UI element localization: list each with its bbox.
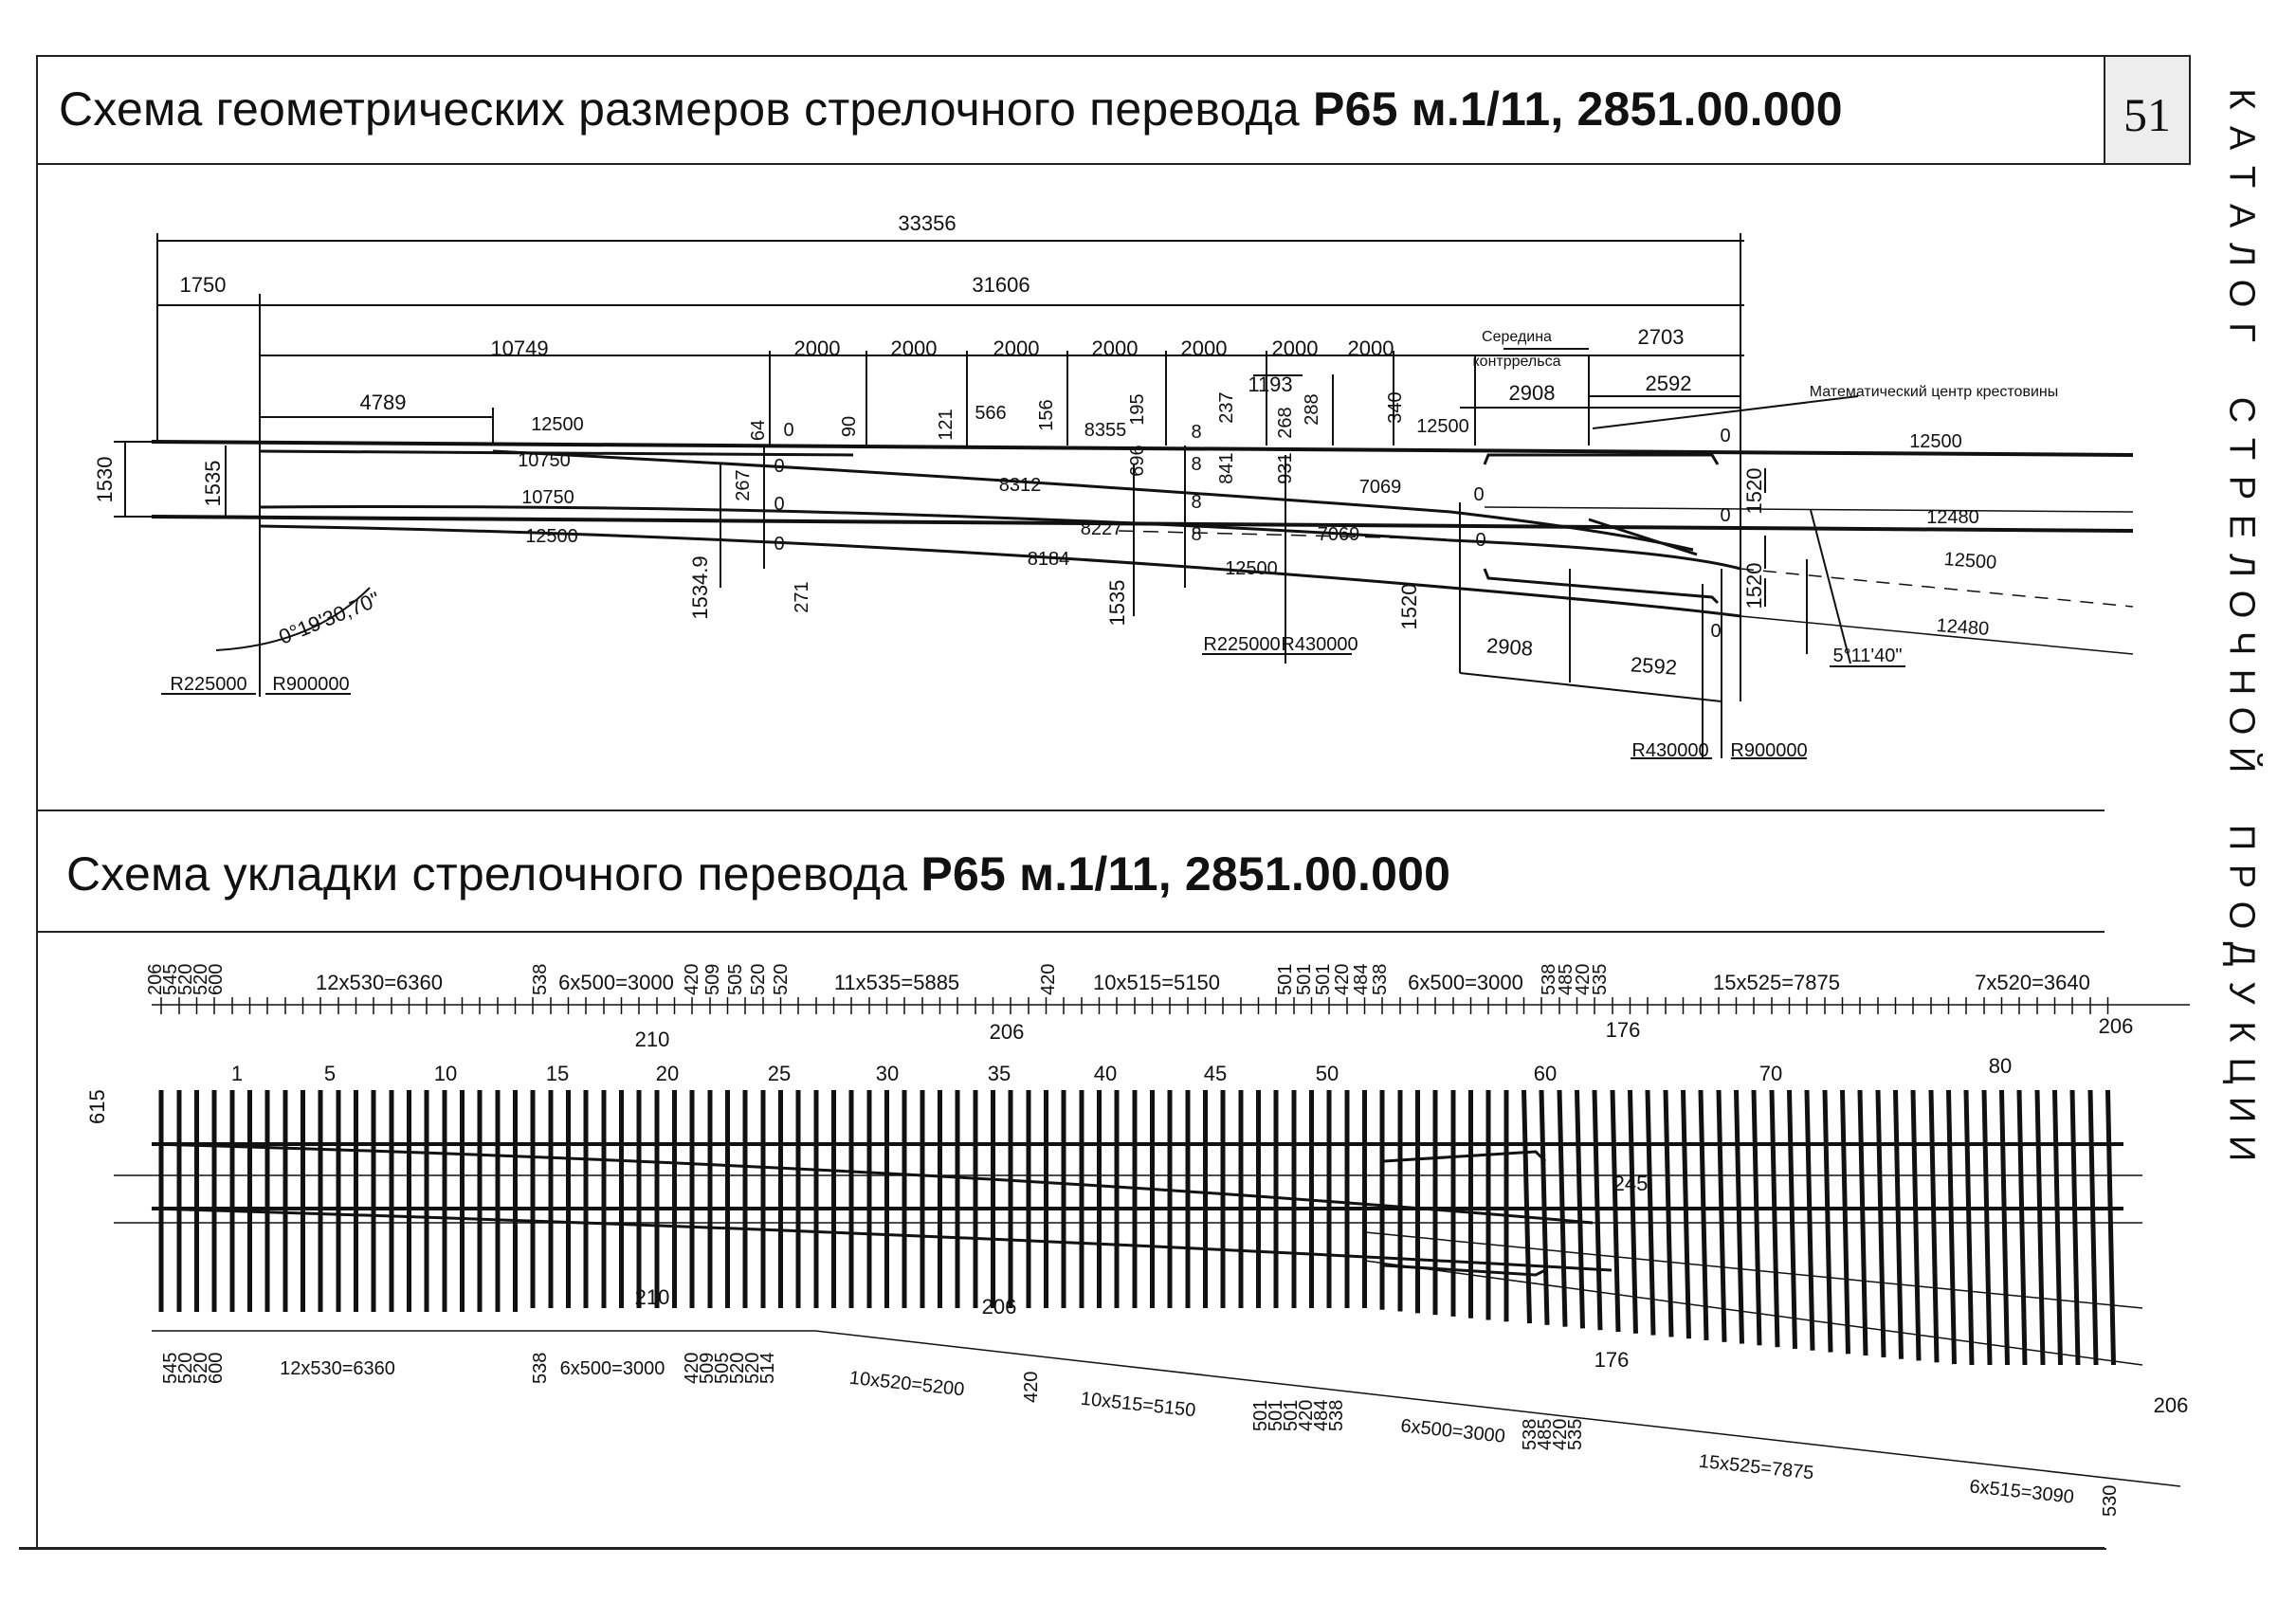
mid-206-b: 206 xyxy=(981,1295,1017,1319)
section2-title-model: Р65 м.1/11, 2851.00.000 xyxy=(920,847,1451,901)
ord-268: 268 xyxy=(1275,407,1296,439)
ord-566: 566 xyxy=(975,403,1007,424)
ord-90: 90 xyxy=(839,415,860,438)
middle-label-2: контррельса xyxy=(1472,354,1561,370)
top-501-c: 501 xyxy=(1313,963,1334,995)
sleeper-tie xyxy=(2090,1090,2096,1365)
zero-6: 0 xyxy=(1473,484,1485,505)
sidebar-letter: Р xyxy=(2221,864,2262,889)
dim-2908-b: 2908 xyxy=(1485,633,1534,661)
dim-2000-6: 2000 xyxy=(1271,337,1319,360)
sleeper-tie xyxy=(2019,1090,2025,1365)
bot-600: 600 xyxy=(206,1352,227,1384)
sleeper-80: 80 xyxy=(1988,1054,2013,1078)
title-text: Схема геометрических размеров стрелочного перевода xyxy=(59,82,1314,136)
gauge-1535-b: 1535 xyxy=(1105,579,1129,627)
bot-485: 485 xyxy=(1535,1418,1556,1450)
sleeper-70: 70 xyxy=(1758,1062,1783,1085)
bot-420: 420 xyxy=(682,1352,702,1384)
sleeper-40: 40 xyxy=(1093,1062,1118,1085)
sleeper-tie xyxy=(1666,1090,1671,1337)
bot-535: 535 xyxy=(1565,1418,1586,1450)
dim-1750: 1750 xyxy=(179,273,227,297)
sleeper-tie xyxy=(2072,1090,2078,1365)
top-600: 600 xyxy=(206,963,227,995)
gauge-1535: 1535 xyxy=(201,460,225,507)
sidebar-letter: О xyxy=(2221,590,2262,619)
sleeper-tie xyxy=(1931,1090,1937,1362)
top-206: 206 xyxy=(145,963,166,995)
sidebar-letter: Р xyxy=(2221,475,2262,500)
zero-8: 0 xyxy=(1475,530,1486,551)
bot-501-b: 501 xyxy=(1266,1399,1286,1431)
sleeper-tie xyxy=(1737,1090,1742,1344)
ord-8312: 8312 xyxy=(998,475,1042,496)
eight-3: 8 xyxy=(1191,492,1202,513)
sleeper-tie xyxy=(2002,1090,2008,1365)
sleeper-tie xyxy=(1754,1090,1759,1345)
ord-696: 696 xyxy=(1127,445,1148,477)
dim-2000-4: 2000 xyxy=(1091,337,1139,360)
sidebar-letter: Г xyxy=(2221,322,2262,342)
sleeper-tie xyxy=(1860,1090,1866,1355)
bot-501-c: 501 xyxy=(1281,1399,1302,1431)
dim-1193: 1193 xyxy=(1248,373,1293,396)
zero-7: 0 xyxy=(1720,505,1731,526)
top-485: 485 xyxy=(1556,963,1576,995)
ord-12500-d: 12500 xyxy=(1225,558,1278,579)
radius-900000-b: R900000 xyxy=(1730,740,1808,761)
bot-10x520: 10x520=5200 xyxy=(847,1367,966,1401)
top-420-d: 420 xyxy=(1573,963,1594,995)
bot-538: 538 xyxy=(530,1352,551,1384)
top-10x515: 10x515=5150 xyxy=(1093,971,1220,994)
sleeper-tie xyxy=(1772,1090,1777,1347)
dim-total: 33356 xyxy=(898,211,957,235)
right-12480: 12480 xyxy=(1926,507,1979,528)
middle-label: Середина xyxy=(1482,329,1552,345)
sleeper-tie xyxy=(1701,1090,1706,1340)
sleeper-20: 20 xyxy=(655,1062,680,1085)
top-520-d: 520 xyxy=(771,963,792,995)
sidebar-letter: О xyxy=(2221,279,2262,308)
bot-538-b: 538 xyxy=(1326,1399,1347,1431)
sleeper-30: 30 xyxy=(875,1062,900,1085)
sidebar-letter: О xyxy=(2221,706,2262,736)
top-11x535: 11x535=5885 xyxy=(833,971,960,994)
mid-176: 176 xyxy=(1605,1018,1641,1042)
gauge-1520-a: 1520 xyxy=(1397,583,1421,630)
sidebar-letter: У xyxy=(2221,981,2262,1005)
dim-4789: 4789 xyxy=(359,391,407,414)
radius-225000-b: R225000 xyxy=(1203,634,1281,655)
bot-6x500-b: 6x500=3000 xyxy=(1399,1415,1506,1447)
gauge-1534-9: 1534.9 xyxy=(688,555,712,620)
top-420-b: 420 xyxy=(1038,963,1059,995)
gauge-271: 271 xyxy=(792,581,812,613)
sleeper-tie xyxy=(1878,1090,1884,1357)
dim-2000-7: 2000 xyxy=(1347,337,1394,360)
sleeper-tie xyxy=(2108,1090,2114,1365)
top-538: 538 xyxy=(530,963,551,995)
sleeper-tie xyxy=(1896,1090,1902,1359)
ord-8355: 8355 xyxy=(1084,420,1127,441)
bot-545: 545 xyxy=(160,1352,181,1384)
radius-225000: R225000 xyxy=(170,674,247,695)
dim-2703: 2703 xyxy=(1637,325,1685,349)
bot-6x500: 6x500=3000 xyxy=(559,1358,665,1379)
top-538-b: 538 xyxy=(1370,963,1391,995)
section2-title-text: Схема укладки стрелочного перевода xyxy=(66,847,921,901)
sleeper-1: 1 xyxy=(230,1062,244,1085)
sidebar-letter: Ц xyxy=(2221,1057,2262,1084)
top-535: 535 xyxy=(1590,963,1611,995)
sidebar-letter: Н xyxy=(2221,668,2262,696)
top-520-c: 520 xyxy=(748,963,769,995)
sidebar-letter: Л xyxy=(2221,243,2262,266)
ord-931: 931 xyxy=(1275,452,1296,484)
ord-8227: 8227 xyxy=(1080,519,1123,539)
bot-505: 505 xyxy=(712,1352,733,1384)
radius-900000: R900000 xyxy=(272,674,350,695)
top-15x525: 15x525=7875 xyxy=(1713,971,1840,994)
rail-12500-a: 12500 xyxy=(531,414,584,435)
mid-206-r: 206 xyxy=(2098,1014,2134,1038)
angle-1: 0°19'30,70" xyxy=(275,587,384,649)
sidebar-letter: Т xyxy=(2221,437,2262,461)
ord-841: 841 xyxy=(1216,452,1237,484)
sleeper-tie xyxy=(1913,1090,1919,1360)
sleeper-tie xyxy=(1541,1090,1547,1325)
dim-2000-1: 2000 xyxy=(793,337,841,360)
dim-31606: 31606 xyxy=(972,273,1030,297)
rail-10750-b: 10750 xyxy=(521,487,574,508)
sleeper-tie xyxy=(1790,1090,1795,1349)
left-615: 615 xyxy=(85,1089,109,1124)
mid-245: 245 xyxy=(1613,1172,1649,1195)
top-538-c: 538 xyxy=(1539,963,1559,995)
sidebar-letter: Й xyxy=(2221,746,2262,773)
sleeper-tie xyxy=(1559,1090,1565,1327)
sleeper-60: 60 xyxy=(1533,1062,1558,1085)
top-505: 505 xyxy=(725,963,746,995)
ord-195: 195 xyxy=(1127,393,1148,426)
ord-12500-c: 12500 xyxy=(1416,416,1469,437)
sleeper-tie xyxy=(1984,1090,1990,1365)
sleeper-10: 10 xyxy=(433,1062,458,1085)
rail-12500-b: 12500 xyxy=(525,526,578,547)
sleeper-tie xyxy=(1966,1090,1972,1365)
bot-509: 509 xyxy=(697,1352,718,1384)
top-12x530: 12x530=6360 xyxy=(316,971,443,994)
top-420: 420 xyxy=(682,963,702,995)
dim-2592: 2592 xyxy=(1645,372,1692,395)
top-6x500-b: 6x500=3000 xyxy=(1408,971,1523,994)
ord-340: 340 xyxy=(1385,391,1406,424)
ord-7069-b: 7069 xyxy=(1317,524,1360,545)
mid-206: 206 xyxy=(989,1020,1025,1044)
sleeper-tie xyxy=(1577,1090,1583,1328)
sleeper-45: 45 xyxy=(1203,1062,1228,1085)
bot-15x525: 15x525=7875 xyxy=(1697,1450,1815,1484)
mid-206-rb: 206 xyxy=(2153,1393,2189,1417)
zero-3: 0 xyxy=(774,494,785,515)
top-545: 545 xyxy=(160,963,181,995)
bot-520-d: 520 xyxy=(742,1352,763,1384)
bot-530: 530 xyxy=(2100,1484,2121,1517)
bot-6x515: 6x515=3090 xyxy=(1968,1476,2075,1508)
ord-288: 288 xyxy=(1302,393,1322,426)
mid-210: 210 xyxy=(634,1028,670,1051)
gauge-1520-c: 1520 xyxy=(1742,562,1766,609)
sidebar-letter: Т xyxy=(2221,165,2262,189)
bot-501: 501 xyxy=(1250,1399,1271,1431)
top-484: 484 xyxy=(1351,963,1372,995)
sleeper-tie xyxy=(1594,1090,1600,1330)
ord-64: 64 xyxy=(748,419,769,442)
radius-430000: R430000 xyxy=(1281,634,1358,655)
bot-12x530: 12x530=6360 xyxy=(280,1358,395,1379)
top-501-b: 501 xyxy=(1294,963,1315,995)
right-12500-b: 12500 xyxy=(1942,549,1997,573)
top-6x500: 6x500=3000 xyxy=(558,971,674,994)
bot-514: 514 xyxy=(757,1352,778,1384)
bot-420-b: 420 xyxy=(1021,1371,1042,1403)
sleeper-35: 35 xyxy=(987,1062,1011,1085)
bot-538-c: 538 xyxy=(1520,1418,1540,1450)
dim-10749: 10749 xyxy=(490,337,549,360)
bot-484: 484 xyxy=(1311,1399,1332,1431)
ord-121: 121 xyxy=(936,409,957,441)
eight-2: 8 xyxy=(1191,454,1202,475)
bot-520-b: 520 xyxy=(191,1352,211,1384)
title-model: Р65 м.1/11, 2851.00.000 xyxy=(1313,82,1843,136)
sleeper-tie xyxy=(1719,1090,1724,1342)
sleeper-15: 15 xyxy=(545,1062,570,1085)
sleeper-tie xyxy=(1825,1090,1831,1353)
top-520-b: 520 xyxy=(191,963,211,995)
sidebar-letter: Е xyxy=(2221,514,2262,539)
sleeper-tie xyxy=(2037,1090,2043,1365)
bot-520-c: 520 xyxy=(727,1352,748,1384)
zero-1: 0 xyxy=(783,420,794,441)
ord-8184: 8184 xyxy=(1027,549,1070,570)
sidebar-letter: С xyxy=(2221,396,2262,424)
bot-520: 520 xyxy=(175,1352,196,1384)
sleeper-tie xyxy=(1949,1090,1955,1364)
dim-2000-3: 2000 xyxy=(993,337,1040,360)
zero-2: 0 xyxy=(774,456,785,477)
sidebar-letter: И xyxy=(2221,1135,2262,1162)
gauge-1530: 1530 xyxy=(93,456,117,503)
dim-2592-b: 2592 xyxy=(1630,652,1678,680)
dim-2000-2: 2000 xyxy=(890,337,938,360)
gauge-1520-b: 1520 xyxy=(1742,467,1766,515)
angle-2: 5°11'40" xyxy=(1832,646,1903,666)
ord-237: 237 xyxy=(1216,391,1237,424)
sidebar-letter: О xyxy=(2221,901,2262,930)
sidebar-letter: П xyxy=(2221,824,2262,851)
top-509: 509 xyxy=(702,963,723,995)
gauge-267: 267 xyxy=(733,469,754,501)
ord-7069-a: 7069 xyxy=(1358,477,1402,498)
sidebar-letter: К xyxy=(2221,88,2262,110)
sidebar-letter: Л xyxy=(2221,554,2262,577)
math-center-label: Математический центр крестовины xyxy=(1809,384,2059,400)
zero-5: 0 xyxy=(1720,426,1731,446)
sidebar-letter: А xyxy=(2221,125,2262,151)
zero-9: 0 xyxy=(1710,621,1722,642)
sleeper-tie xyxy=(1807,1090,1813,1351)
bot-420-d: 420 xyxy=(1550,1418,1571,1450)
top-520: 520 xyxy=(175,963,196,995)
eight-4: 8 xyxy=(1191,524,1202,545)
ord-156: 156 xyxy=(1036,399,1057,431)
sleeper-50: 50 xyxy=(1315,1062,1339,1085)
right-12480-b: 12480 xyxy=(1935,615,1990,640)
eight-1: 8 xyxy=(1191,422,1202,443)
sleeper-tie xyxy=(1524,1090,1530,1323)
dim-2000-5: 2000 xyxy=(1180,337,1228,360)
zero-4: 0 xyxy=(774,534,785,555)
sidebar-letter: И xyxy=(2221,1096,2262,1123)
right-12500: 12500 xyxy=(1909,431,1962,452)
sleeper-tie xyxy=(1843,1090,1849,1354)
sidebar-letter: К xyxy=(2221,1021,2262,1043)
radius-430000-b: R430000 xyxy=(1631,740,1709,761)
top-501: 501 xyxy=(1275,963,1296,995)
sidebar-letter: Ч xyxy=(2221,630,2262,656)
sidebar-letter: Д xyxy=(2221,941,2262,967)
sleeper-25: 25 xyxy=(767,1062,792,1085)
rail-10750-a: 10750 xyxy=(518,450,571,471)
top-420-c: 420 xyxy=(1332,963,1353,995)
sleeper-tie xyxy=(1684,1090,1689,1338)
mid-210-b: 210 xyxy=(634,1285,670,1309)
sidebar-letter: А xyxy=(2221,203,2262,228)
mid-176-b: 176 xyxy=(1594,1348,1630,1372)
sleeper-tie xyxy=(1613,1090,1618,1332)
bot-420-c: 420 xyxy=(1296,1399,1317,1431)
sleeper-tie xyxy=(2055,1090,2061,1365)
sleeper-5: 5 xyxy=(323,1062,337,1085)
bot-10x515: 10x515=5150 xyxy=(1079,1388,1197,1422)
dim-2908: 2908 xyxy=(1508,381,1556,405)
top-7x520: 7x520=3640 xyxy=(1975,971,2090,994)
page-number: 51 xyxy=(2123,88,2171,141)
